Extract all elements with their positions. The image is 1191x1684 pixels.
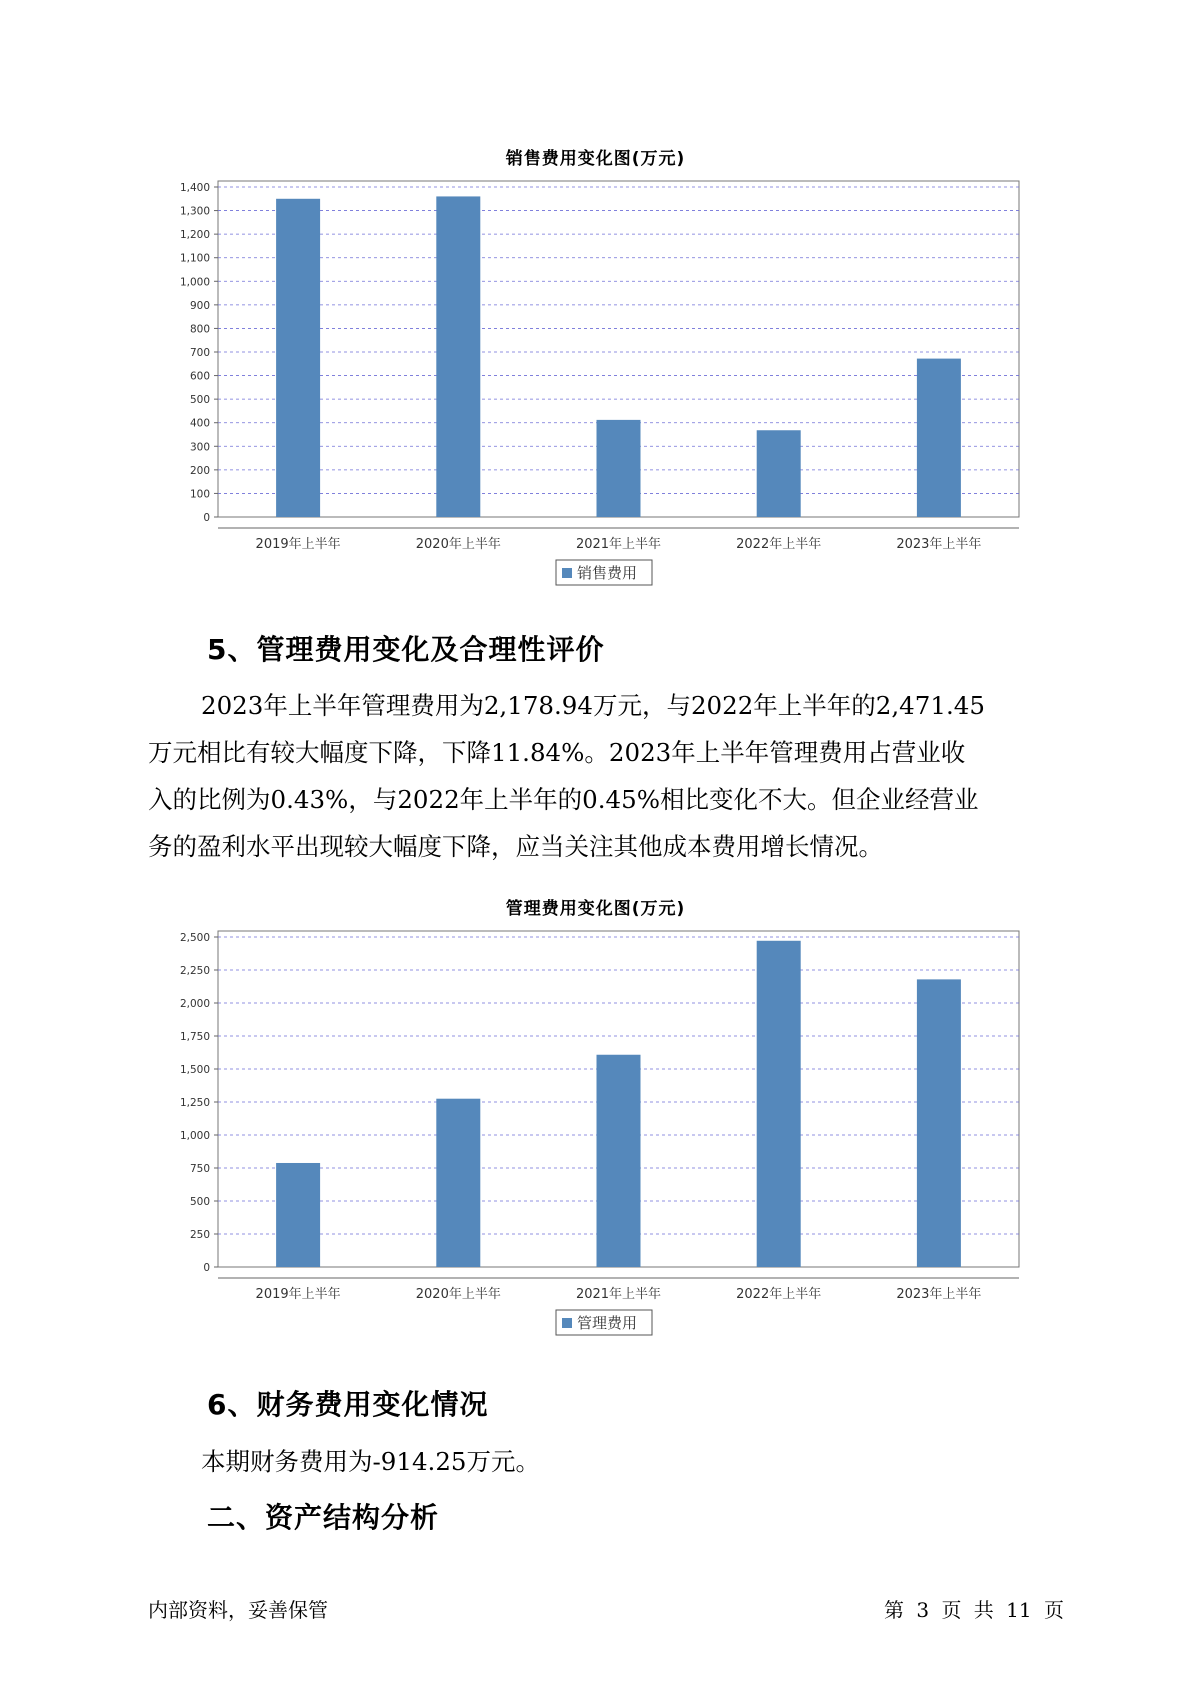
y-tick-label: 800 [189,323,210,336]
x-tick-label: 2022年上半年 [736,537,822,552]
legend-swatch [562,1318,572,1328]
chart2-title: 管理费用变化图(万元) [505,899,686,919]
x-tick-label: 2023年上半年 [896,537,982,552]
paragraph-line: 本期财务费用为-914.25万元。 [201,1447,541,1476]
bar [597,420,641,517]
y-tick-label: 700 [189,347,210,359]
y-tick-label: 500 [189,1196,210,1208]
paragraph-line: 万元相比有较大幅度下降，下降11.84%。2023年上半年管理费用占营业收 [148,738,966,767]
y-tick-label: 250 [189,1229,210,1241]
bar [597,1055,641,1267]
y-tick-label: 2,500 [179,932,210,944]
section6-paragraph [148,1438,1048,1485]
y-tick-label: 900 [189,299,210,312]
bar [757,941,801,1267]
bar [917,979,961,1267]
x-tick-label: 2020年上半年 [415,537,501,552]
paragraph-line: 务的盈利水平出现较大幅度下降，应当关注其他成本费用增长情况。 [148,832,883,861]
y-tick-label: 750 [189,1163,210,1175]
y-tick-label: 1,500 [179,1064,210,1076]
footer-page-number: 第 3 页 共 11 页 [884,1598,1064,1622]
section5-heading: 5、管理费用变化及合理性评价 [207,633,605,666]
y-tick-label: 1,100 [179,252,210,265]
x-tick-label: 2023年上半年 [896,1287,982,1302]
y-tick-label: 1,400 [179,182,210,194]
legend-label: 管理费用 [577,1314,638,1332]
y-tick-label: 500 [189,394,210,407]
y-tick-label: 0 [203,1262,210,1274]
y-tick-label: 1,750 [179,1031,210,1043]
y-tick-label: 600 [189,370,210,383]
y-tick-label: 2,250 [179,965,210,977]
y-tick-label: 2,000 [179,998,210,1010]
bar [276,199,320,517]
y-tick-label: 1,000 [179,276,210,289]
bar [436,1099,480,1267]
y-tick-label: 1,000 [179,1130,210,1142]
y-tick-label: 400 [189,417,210,430]
legend-swatch [562,568,572,578]
bar [917,359,961,517]
y-tick-label: 300 [189,441,210,454]
x-tick-label: 2021年上半年 [575,537,662,552]
admin-expense-chart [0,920,1191,1350]
chart1-title: 销售费用变化图(万元) [505,149,686,169]
x-tick-label: 2019年上半年 [255,537,341,552]
bar [757,430,801,517]
paragraph-line: 入的比例为0.43%，与2022年上半年的0.45%相比变化不大。但企业经营业 [148,785,979,814]
section-two-heading: 二、资产结构分析 [207,1501,440,1534]
x-tick-label: 2022年上半年 [736,1287,822,1302]
sales-expense-chart [0,170,1191,600]
y-tick-label: 1,250 [179,1097,210,1109]
legend-label: 销售费用 [577,564,638,582]
bar [436,196,480,517]
x-tick-label: 2021年上半年 [575,1287,662,1302]
bar [276,1163,320,1267]
x-tick-label: 2019年上半年 [255,1287,341,1302]
y-tick-label: 1,300 [179,205,210,218]
section6-heading: 6、财务费用变化情况 [207,1388,489,1421]
paragraph-line: 2023年上半年管理费用为2,178.94万元，与2022年上半年的2,471.45 [201,691,985,720]
y-tick-label: 200 [189,464,210,477]
y-tick-label: 1,200 [179,229,210,242]
y-tick-label: 0 [203,512,210,524]
footer-confidential-note: 内部资料，妥善保管 [148,1598,328,1622]
y-tick-label: 100 [189,488,210,501]
x-tick-label: 2020年上半年 [415,1287,501,1302]
section5-paragraph [148,682,1048,870]
